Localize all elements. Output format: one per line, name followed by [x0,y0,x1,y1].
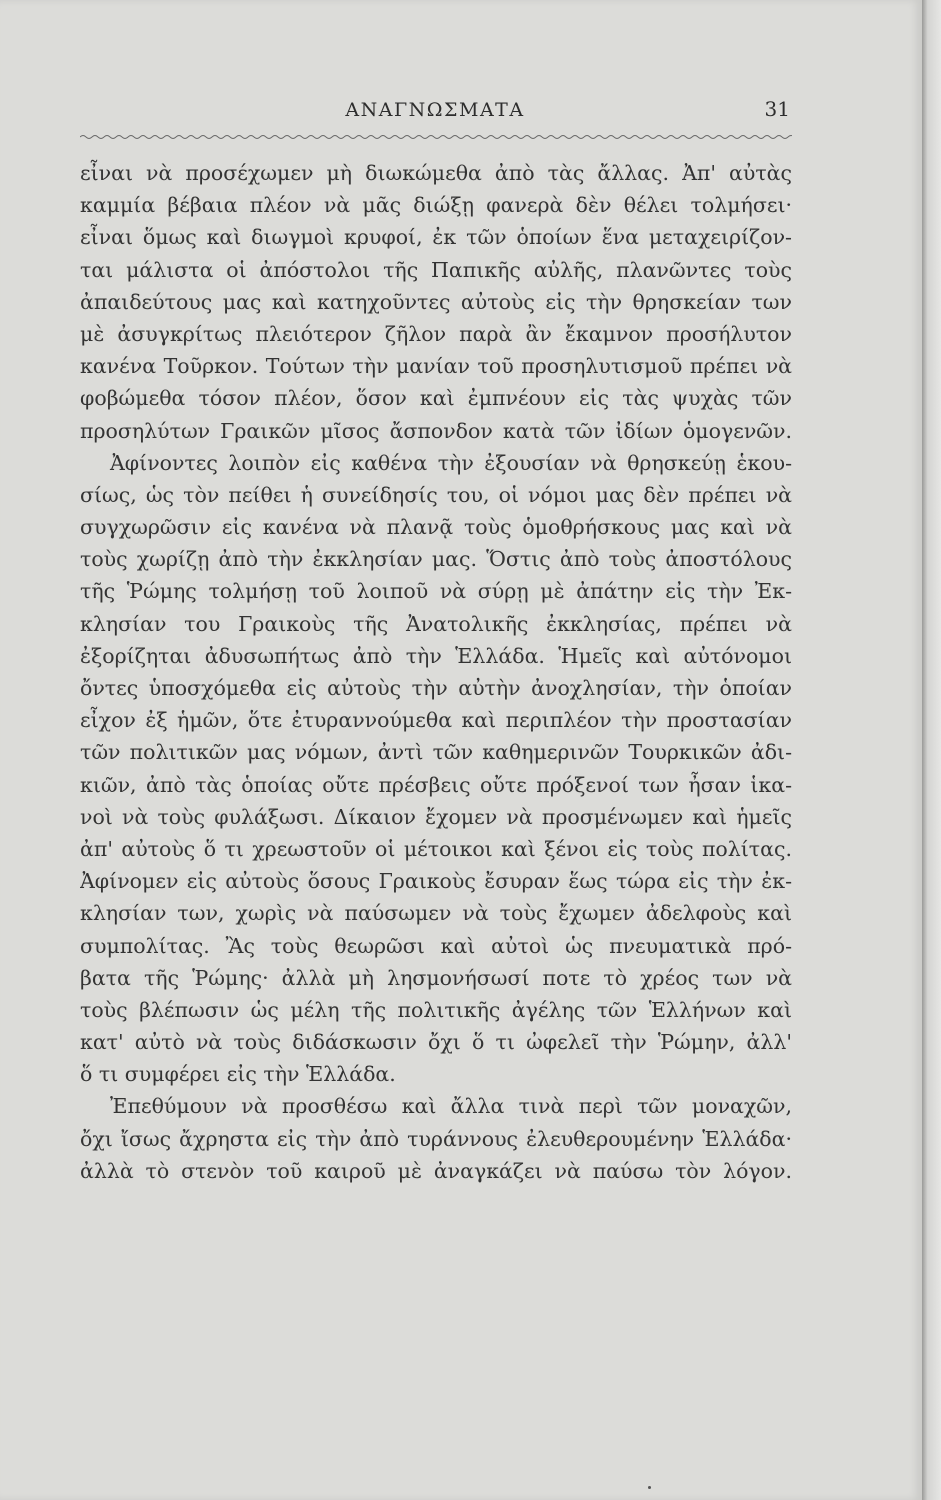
text-line: καμμία βέβαια πλέον νὰ μᾶς διώξῃ φανερὰ δὲν θέλει τολμήσει· [80,193,792,218]
page-header [80,95,790,135]
text-line: νοὶ νὰ τοὺς φυλάξωσι. Δίκαιον ἔχομεν νὰ προσμένωμεν καὶ ἡμεῖς [80,804,792,829]
text-line: ἀπαιδεύτους μας καὶ κατηχοῦντες αὐτοὺς εἰς τὴν θρησκείαν των [80,289,792,314]
text-line: κανένα Τοῦρκον. Τούτων τὴν μανίαν τοῦ προσηλυτισμοῦ πρέπει νὰ [80,354,792,379]
text-line: βατα τῆς Ῥώμης· ἀλλὰ μὴ λησμονήσωσί ποτε τὸ χρέος των νὰ [80,965,792,990]
wavy-rule-divider [80,132,792,142]
body-text [80,157,792,1187]
text-line: κατ' αὐτὸ νὰ τοὺς διδάσκωσιν ὄχι ὅ τι ὠφελεῖ τὴν Ῥώμην, ἀλλ' [80,1030,792,1055]
text-line: τοὺς χωρίζῃ ἀπὸ τὴν ἐκκλησίαν μας. Ὅστις ἀπὸ τοὺς ἀποστόλους [80,547,792,572]
text-line: εἶχον ἐξ ἡμῶν, ὅτε ἐτυραννούμεθα καὶ περιπλέον τὴν προστασίαν [80,708,792,733]
text-line: ἀλλὰ τὸ στενὸν τοῦ καιροῦ μὲ ἀναγκάζει νὰ παύσω τὸν λόγον. [80,1158,792,1183]
text-line: τοὺς βλέπωσιν ὡς μέλη τῆς πολιτικῆς ἀγέλης τῶν Ἑλλήνων καὶ [80,997,792,1022]
page-number: 31 [764,97,790,121]
text-line: τῶν πολιτικῶν μας νόμων, ἀντὶ τῶν καθημερινῶν Τουρκικῶν ἀδι- [80,740,792,765]
paragraph-end-line: ὅ τι συμφέρει εἰς τὴν Ἑλλάδα. [80,1062,396,1087]
paragraph-start-line: Ἀφίνοντες λοιπὸν εἰς καθένα τὴν ἐξουσίαν νὰ θρησκεύῃ ἑκου- [110,450,792,475]
text-line: Ἀφίνομεν εἰς αὐτοὺς ὅσους Γραικοὺς ἔσυραν ἕως τώρα εἰς τὴν ἐκ- [80,869,792,894]
text-line: μὲ ἀσυγκρίτως πλειότερον ζῆλον παρὰ ἂν ἔκαμνον προσήλυτον [80,321,792,346]
text-line: κιῶν, ἀπὸ τὰς ὁποίας οὔτε πρέσβεις οὔτε πρόξενοί των ἦσαν ἱκα- [80,772,792,797]
text-line: ἀπ' αὐτοὺς ὅ τι χρεωστοῦν οἱ μέτοικοι καὶ ξένοι εἰς τοὺς πολίτας. [80,836,792,861]
text-line: ὄντες ὑποσχόμεθα εἰς αὐτοὺς τὴν αὐτὴν ἀνοχλησίαν, τὴν ὁποίαν [80,676,792,700]
text-line: ται μάλιστα οἱ ἀπόστολοι τῆς Παπικῆς αὐλῆς, πλανῶντες τοὺς [80,257,792,282]
text-line: συμπολίτας. Ἂς τοὺς θεωρῶσι καὶ αὐτοὶ ὡς πνευματικὰ πρό- [80,933,792,958]
text-line: εἶναι νὰ προσέχωμεν μὴ διωκώμεθα ἀπὸ τὰς ἄλλας. Ἀπ' αὐτὰς [80,161,792,185]
ink-speck [648,1486,651,1489]
text-line: συγχωρῶσιν εἰς κανένα νὰ πλανᾷ τοὺς ὁμοθρήσκους μας καὶ νὰ [80,515,792,540]
text-line: ἐξορίζηται ἀδυσωπήτως ἀπὸ τὴν Ἑλλάδα. Ἡμεῖς καὶ αὐτόνομοι [80,643,792,668]
text-line: φοβώμεθα τόσον πλέον, ὅσον καὶ ἐμπνέουν εἰς τὰς ψυχὰς τῶν [80,386,792,411]
text-line: σίως, ὡς τὸν πείθει ἡ συνείδησίς του, οἱ νόμοι μας δὲν πρέπει νὰ [80,482,792,507]
page-edge [922,0,941,1500]
paragraph-start-line: Ἐπεθύμουν νὰ προσθέσω καὶ ἄλλα τινὰ περὶ τῶν μοναχῶν, [110,1094,792,1119]
text-line: κλησίαν των, χωρὶς νὰ παύσωμεν νὰ τοὺς ἔχωμεν ἀδελφοὺς καὶ [80,901,792,926]
running-head: ΑΝΑΓΝΩΣΜΑΤΑ [345,99,525,121]
text-line: τῆς Ῥώμης τολμήσῃ τοῦ λοιποῦ νὰ σύρῃ μὲ ἀπάτην εἰς τὴν Ἐκ- [80,579,792,604]
text-line: ὄχι ἴσως ἄχρηστα εἰς τὴν ἀπὸ τυράννους ἐλευθερουμένην Ἑλλάδα· [80,1126,792,1151]
text-line: προσηλύτων Γραικῶν μῖσος ἄσπονδον κατὰ τῶν ἰδίων ὁμογενῶν. [80,418,792,443]
text-line: κλησίαν του Γραικοὺς τῆς Ἀνατολικῆς ἐκκλησίας, πρέπει νὰ [80,611,792,636]
text-line: εἶναι ὅμως καὶ διωγμοὶ κρυφοί, ἐκ τῶν ὁποίων ἕνα μεταχειρίζον- [80,225,792,250]
